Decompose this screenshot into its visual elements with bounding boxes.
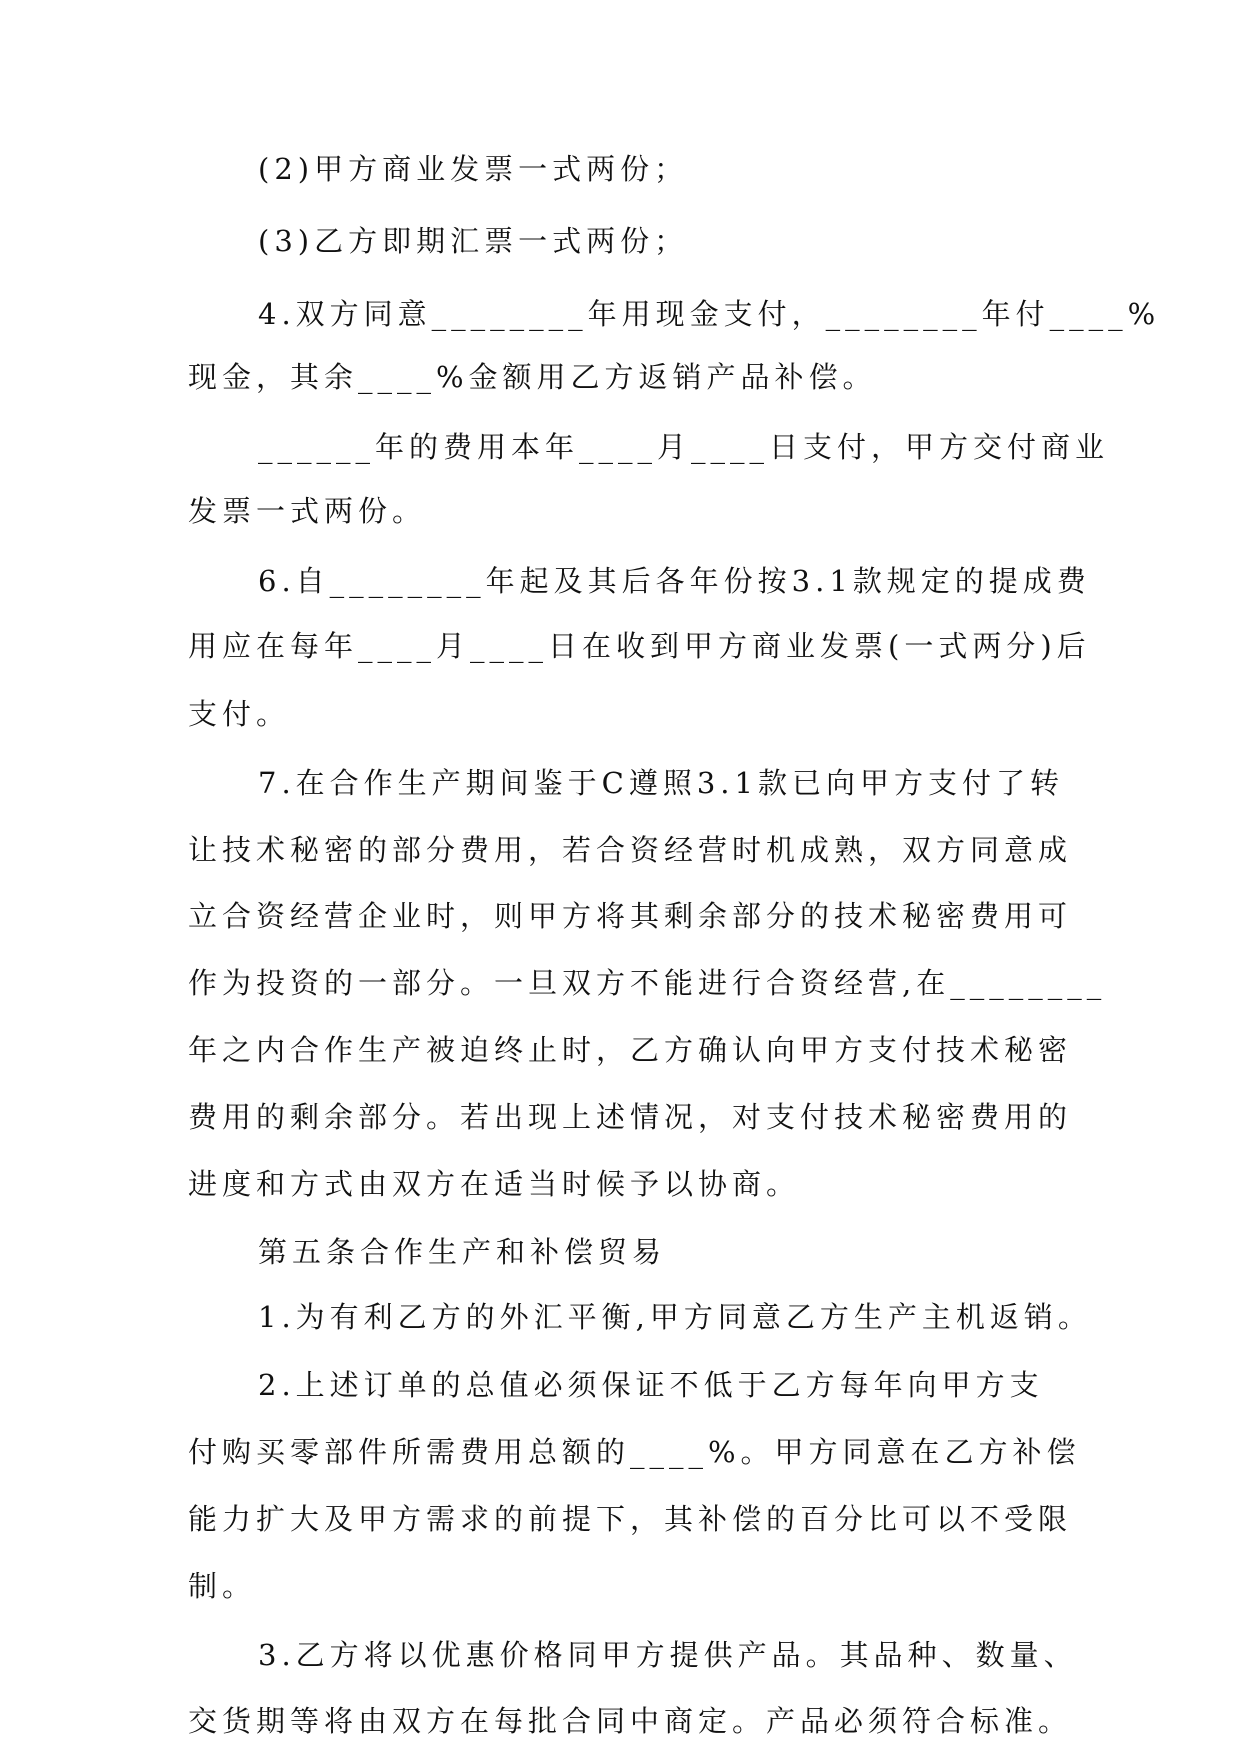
text-line: 2.上述订单的总值必须保证不低于乙方每年向甲方支	[258, 1368, 1044, 1402]
text-line: 4.双方同意________年用现金支付，________年付____%	[258, 297, 1161, 331]
text-line: 用应在每年____月____日在收到甲方商业发票(一式两分)后	[188, 629, 1091, 663]
text-line: 现金，其余____%金额用乙方返销产品补偿。	[188, 360, 877, 394]
text-line: (3)乙方即期汇票一式两份；	[258, 224, 689, 258]
text-line: 能力扩大及甲方需求的前提下，其补偿的百分比可以不受限	[188, 1502, 1073, 1536]
text-line: ______年的费用本年____月____日支付，甲方交付商业	[258, 430, 1110, 464]
text-line: 年之内合作生产被迫终止时，乙方确认向甲方支付技术秘密	[188, 1033, 1073, 1067]
text-line: 交货期等将由双方在每批合同中商定。产品必须符合标准。	[188, 1704, 1073, 1738]
text-line: 7.在合作生产期间鉴于C遵照3.1款已向甲方支付了转	[258, 766, 1064, 800]
text-line: 发票一式两份。	[188, 494, 427, 528]
text-line: (2)甲方商业发票一式两份；	[258, 152, 689, 186]
text-line: 6.自________年起及其后各年份按3.1款规定的提成费	[258, 564, 1091, 598]
text-line: 进度和方式由双方在适当时候予以协商。	[188, 1167, 801, 1201]
text-line: 支付。	[188, 697, 291, 731]
text-line: 费用的剩余部分。若出现上述情况，对支付技术秘密费用的	[188, 1100, 1073, 1134]
text-line: 让技术秘密的部分费用，若合资经营时机成熟，双方同意成	[188, 833, 1073, 867]
text-line: 作为投资的一部分。一旦双方不能进行合资经营,在________	[188, 966, 1107, 1000]
text-line: 1.为有利乙方的外汇平衡,甲方同意乙方生产主机返销。	[258, 1300, 1092, 1334]
text-line: 付购买零部件所需费用总额的____%。甲方同意在乙方补偿	[188, 1435, 1081, 1469]
text-line: 3.乙方将以优惠价格同甲方提供产品。其品种、数量、	[258, 1638, 1078, 1672]
text-line: 立合资经营企业时，则甲方将其剩余部分的技术秘密费用可	[188, 899, 1073, 933]
text-line: 制。	[188, 1569, 257, 1603]
section-heading: 第五条合作生产和补偿贸易	[258, 1235, 667, 1269]
